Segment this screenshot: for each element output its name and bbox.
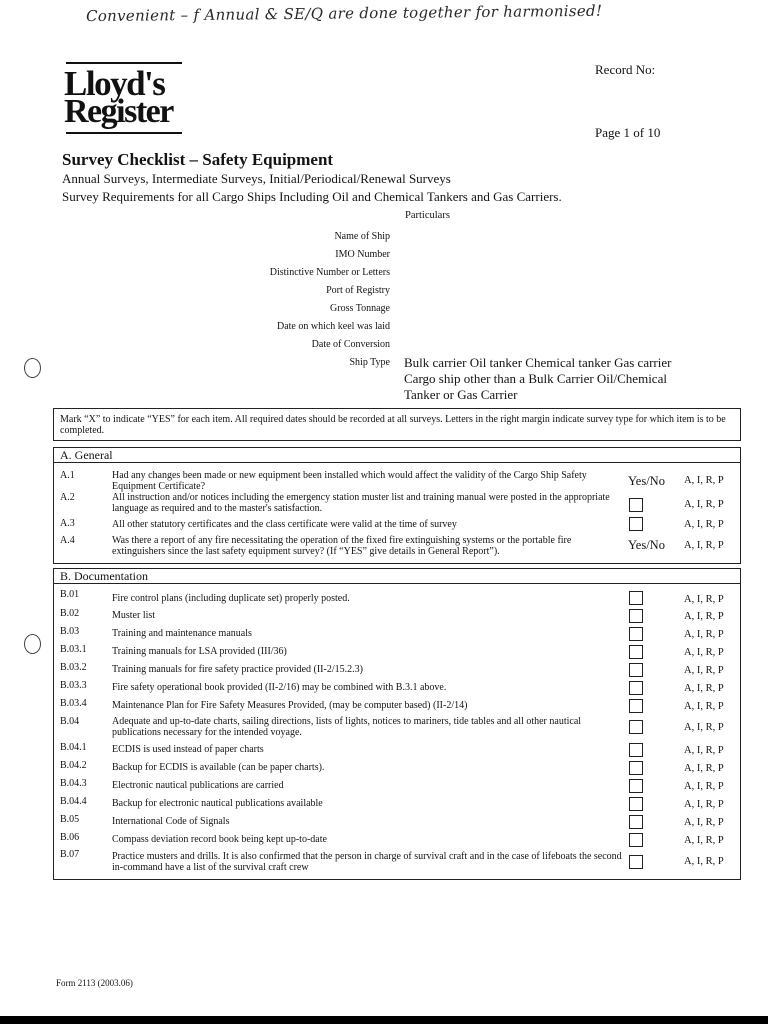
item-code: B.01 — [60, 589, 80, 600]
field-label-keel-laid-date: Date on which keel was laid — [276, 321, 390, 332]
handwritten-note: Convenient – f Annual & SE/Q are done together for harmonised! — [85, 1, 603, 26]
section-general — [53, 447, 741, 564]
item-text: All other statutory certificates and the class certificate were valid at the time of survey — [112, 519, 457, 530]
logo-line-2: Register — [64, 93, 173, 130]
item-text: All instruction and/or notices including the emergency station muster list and training manual were posted in the appropriate language as required and to the master's satisfaction. — [112, 492, 610, 514]
item-text: Fire safety operational book provided (II-2/16) may be combined with B.3.1 above. — [112, 682, 447, 693]
item-text: Backup for electronic nautical publications available — [112, 798, 323, 809]
item-code: A.4 — [60, 535, 75, 546]
form-number: Form 2113 (2003.06) — [56, 978, 133, 988]
item-text: Training manuals for fire safety practice provided (II-2/15.2.3) — [112, 664, 363, 675]
ship-type-line-3: Tanker or Gas Carrier — [404, 387, 518, 402]
survey-type-letters: A, I, R, P — [684, 647, 724, 658]
item-text: Electronic nautical publications are carried — [112, 780, 284, 791]
item-text: ECDIS is used instead of paper charts — [112, 744, 264, 755]
field-label-ship-type: Ship Type — [349, 357, 390, 368]
field-label-distinctive-number: Distinctive Number or Letters — [269, 267, 390, 278]
section-documentation-title: B. Documentation — [54, 569, 740, 584]
particulars-header: Particulars — [405, 210, 450, 221]
yes-checkbox[interactable] — [629, 815, 643, 829]
yes-checkbox[interactable] — [629, 517, 643, 531]
survey-type-letters: A, I, R, P — [684, 799, 724, 810]
ship-type-line-2: Cargo ship other than a Bulk Carrier Oil/Chemical — [404, 371, 667, 386]
item-text: Backup for ECDIS is available (can be paper charts). — [112, 762, 325, 773]
yes-checkbox[interactable] — [629, 498, 643, 512]
yes-checkbox[interactable] — [629, 699, 643, 713]
item-text: Practice musters and drills. It is also confirmed that the person in charge of survival craft and in the case of lifeboats the second in-command have a list of the survival craft crew — [112, 851, 622, 873]
item-text: Training and maintenance manuals — [112, 628, 252, 639]
item-text: Had any changes been made or new equipment been installed which would affect the validity of the Cargo Ship Safety Equipment Certificate? — [112, 470, 587, 492]
item-text: International Code of Signals — [112, 816, 230, 827]
punch-hole — [24, 358, 41, 378]
item-text: Was there a report of any fire necessitating the operation of the fixed fire extinguishing systems or the portable fire extinguishers since the last safety equipment survey? (If “YES” give details in General Report”). — [112, 535, 572, 557]
item-text: Maintenance Plan for Fire Safety Measures Provided, (may be computer based) (II-2/14) — [112, 700, 468, 711]
item-code: B.04.4 — [60, 796, 87, 807]
yes-checkbox[interactable] — [629, 833, 643, 847]
item-code: B.03.2 — [60, 662, 87, 673]
section-general-title: A. General — [54, 448, 740, 463]
yes-checkbox[interactable] — [629, 855, 643, 869]
yes-checkbox[interactable] — [629, 609, 643, 623]
document-title: Survey Checklist – Safety Equipment — [62, 150, 334, 169]
ship-type-options — [404, 355, 734, 403]
item-code: B.02 — [60, 608, 80, 619]
yes-checkbox[interactable] — [629, 761, 643, 775]
survey-type-letters: A, I, R, P — [684, 594, 724, 605]
survey-type-letters: A, I, R, P — [684, 540, 724, 551]
item-code: B.03.1 — [60, 644, 87, 655]
item-text: Compass deviation record book being kept up-to-date — [112, 834, 327, 845]
item-text: Fire control plans (including duplicate set) properly posted. — [112, 593, 350, 604]
survey-type-letters: A, I, R, P — [684, 835, 724, 846]
yes-no-answer[interactable]: Yes/No — [628, 474, 665, 488]
scan-edge-bar — [0, 1016, 768, 1024]
item-text: Training manuals for LSA provided (III/36) — [112, 646, 287, 657]
item-code: B.04.3 — [60, 778, 87, 789]
item-code: B.03 — [60, 626, 80, 637]
punch-hole — [24, 634, 41, 654]
survey-type-letters: A, I, R, P — [684, 722, 724, 733]
item-code: B.04 — [60, 716, 80, 727]
field-label-date-of-conversion: Date of Conversion — [311, 339, 390, 350]
survey-type-letters: A, I, R, P — [684, 745, 724, 756]
logo-line-1: Lloyd's — [64, 64, 165, 103]
yes-checkbox[interactable] — [629, 591, 643, 605]
survey-type-letters: A, I, R, P — [684, 611, 724, 622]
section-documentation — [53, 568, 741, 880]
page-number: Page 1 of 10 — [595, 125, 661, 140]
survey-type-letters: A, I, R, P — [684, 817, 724, 828]
item-code: B.03.3 — [60, 680, 87, 691]
yes-checkbox[interactable] — [629, 681, 643, 695]
yes-checkbox[interactable] — [629, 720, 643, 734]
item-code: B.03.4 — [60, 698, 87, 709]
yes-checkbox[interactable] — [629, 797, 643, 811]
yes-no-answer[interactable]: Yes/No — [628, 538, 665, 552]
item-code: A.3 — [60, 518, 75, 529]
subtitle-survey-types: Annual Surveys, Intermediate Surveys, Initial/Periodical/Renewal Surveys — [62, 171, 451, 186]
survey-type-letters: A, I, R, P — [684, 665, 724, 676]
survey-type-letters: A, I, R, P — [684, 856, 724, 867]
record-number-label: Record No: — [595, 62, 656, 77]
yes-checkbox[interactable] — [629, 645, 643, 659]
lloyds-register-logo — [64, 62, 184, 138]
item-code: A.2 — [60, 492, 75, 503]
yes-checkbox[interactable] — [629, 743, 643, 757]
item-code: B.07 — [60, 849, 80, 860]
survey-type-letters: A, I, R, P — [684, 763, 724, 774]
ship-type-line-1: Bulk carrier Oil tanker Chemical tanker Gas carrier — [404, 355, 672, 370]
item-code: B.05 — [60, 814, 80, 825]
field-label-port-of-registry: Port of Registry — [326, 285, 390, 296]
field-label-name-of-ship: Name of Ship — [334, 231, 390, 242]
field-label-imo-number: IMO Number — [335, 249, 390, 260]
survey-type-letters: A, I, R, P — [684, 629, 724, 640]
item-code: B.04.1 — [60, 742, 87, 753]
subtitle-survey-requirements: Survey Requirements for all Cargo Ships Including Oil and Chemical Tankers and Gas Carriers. — [62, 189, 562, 204]
survey-type-letters: A, I, R, P — [684, 781, 724, 792]
item-code: A.1 — [60, 470, 75, 481]
instructions-box: Mark “X” to indicate “YES” for each item. All required dates should be recorded at all surveys. Letters in the right margin indicate survey type for which item is to be completed. — [53, 408, 741, 441]
survey-type-letters: A, I, R, P — [684, 475, 724, 486]
yes-checkbox[interactable] — [629, 663, 643, 677]
survey-type-letters: A, I, R, P — [684, 519, 724, 530]
item-text: Adequate and up-to-date charts, sailing directions, lists of lights, notices to mariners, tide tables and all other nautical publications necessary for the intended voyage. — [112, 716, 582, 738]
survey-type-letters: A, I, R, P — [684, 499, 724, 510]
field-label-gross-tonnage: Gross Tonnage — [330, 303, 390, 314]
survey-type-letters: A, I, R, P — [684, 683, 724, 694]
item-code: B.06 — [60, 832, 80, 843]
yes-checkbox[interactable] — [629, 779, 643, 793]
item-code: B.04.2 — [60, 760, 87, 771]
survey-type-letters: A, I, R, P — [684, 701, 724, 712]
yes-checkbox[interactable] — [629, 627, 643, 641]
item-text: Muster list — [112, 610, 156, 621]
